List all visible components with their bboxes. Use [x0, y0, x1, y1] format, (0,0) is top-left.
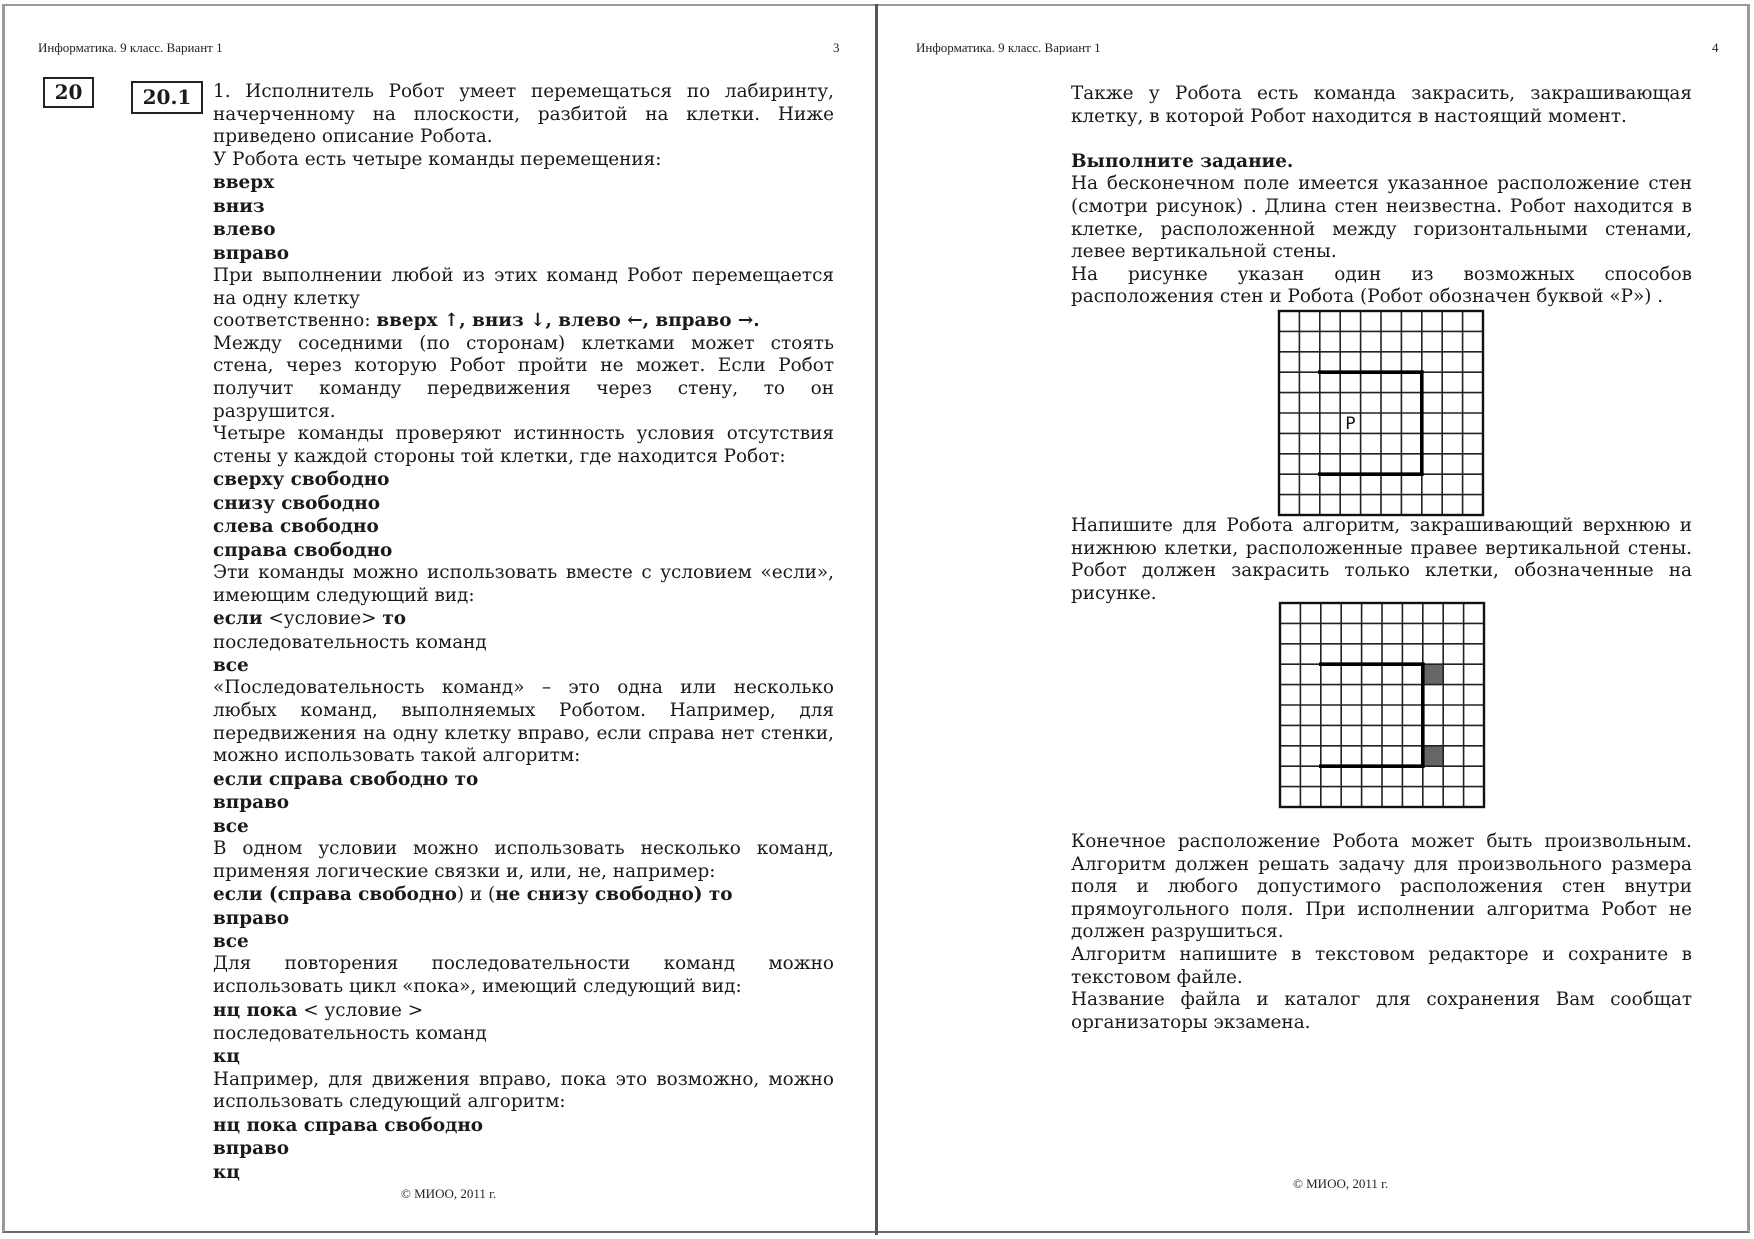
- figure-target-cells: [1278, 601, 1486, 809]
- task-description-3: Напишите для Робота алгоритм, закрашивающий верхнюю и нижнюю клетки, расположенные правее вертикальной стены. Робот должен закрасить только клетки, обозначенные на рисунке.: [1071, 515, 1692, 604]
- subtask-number-box: 20.1: [131, 81, 203, 114]
- example-while-line-1: нц пока справа свободно: [213, 1114, 484, 1136]
- shaded-cell: [1423, 664, 1443, 684]
- page-number: 4: [1712, 40, 1719, 55]
- figure-initial-position: [1277, 309, 1485, 517]
- task-description-1: На бесконечном поле имеется указанное расположение стен (смотри рисунок) . Длина стен неизвестна. Робот находится в клетке, расположенной между горизонтальными стенами, левее вертикальной стены.: [1071, 173, 1692, 263]
- move-description: При выполнении любой из этих команд Робот перемещается на одну клетку: [213, 265, 834, 309]
- command-down: вниз: [213, 195, 265, 217]
- if-syntax-end: все: [213, 654, 249, 676]
- while-syntax-line: [213, 999, 834, 1022]
- move-directions-arrows: вверх ↑, вниз ↓, влево ←, вправо →.: [376, 310, 760, 332]
- maze-grid-target: [1278, 601, 1486, 809]
- move-directions-prefix: соответственно:: [213, 310, 377, 332]
- task-text-goal: [1071, 515, 1692, 605]
- logic-connector: ) и (: [456, 884, 496, 906]
- final-description-1: Конечное расположение Робота может быть произвольным. Алгоритм должен решать задачу для произвольного размера поля и любого допустимого расположения стен внутри прямоугольного поля. При исполнении алгоритма Робот не должен разрушиться.: [1071, 831, 1692, 943]
- sequence-description: «Последовательность команд» – это одна или несколько любых команд, выполняемых Роботом. Например, для передвижения на одну клетку вправо, если справа нет стенки, можно использовать такой алгоритм:: [213, 677, 834, 767]
- running-head: Информатика. 9 класс. Вариант 1: [916, 40, 1101, 55]
- page-3: [0, 0, 875, 1239]
- command-left: влево: [213, 219, 276, 241]
- intro-paragraph: 1. Исполнитель Робот умеет перемещаться по лабиринту, начерченному на плоскости, разбитой на клетки. Ниже приведено описание Робота.: [213, 81, 834, 148]
- while-syntax-body: последовательность команд: [213, 1022, 487, 1044]
- example-logic-line-1: [213, 883, 834, 906]
- wall-description: Между соседними (по сторонам) клетками может стоять стена, через которую Робот пройти не может. Если Робот получит команду передвижения через стену, то он разрушится.: [213, 332, 834, 422]
- running-head: Информатика. 9 класс. Вариант 1: [38, 40, 223, 55]
- task-heading: Выполните задание.: [1071, 151, 1294, 172]
- logic-part-2: не снизу свободно) то: [495, 884, 733, 906]
- shaded-cell: [1423, 746, 1443, 766]
- task-text-column: [213, 81, 834, 1184]
- task-description-2: На рисунке указан один из возможных способов расположения стен и Робота (Робот обозначен буквой «Р») .: [1071, 263, 1692, 308]
- kw-then: то: [382, 608, 407, 630]
- example-while-line-2: вправо: [213, 1138, 290, 1160]
- example-if-line-1: если справа свободно то: [213, 768, 479, 790]
- if-condition: <условие>: [262, 608, 383, 630]
- check-up: сверху свободно: [213, 469, 390, 491]
- kw-while: нц пока: [213, 999, 298, 1021]
- task-text-final: [1071, 831, 1692, 1034]
- if-syntax-body: последовательность команд: [213, 631, 487, 653]
- maze-grid-initial: [1277, 309, 1485, 517]
- logic-part-1: если (справа свободно: [213, 884, 457, 906]
- while-syntax-end: кц: [213, 1046, 240, 1068]
- if-description: Эти команды можно использовать вместе с условием «если», имеющим следующий вид:: [213, 561, 834, 606]
- page-number: 3: [833, 40, 840, 55]
- task-text-statement: [1071, 150, 1692, 309]
- example-if-line-2: вправо: [213, 792, 290, 814]
- task-number-box: 20: [43, 77, 94, 108]
- while-description: Для повторения последовательности команд можно использовать цикл «пока», имеющий следующий вид:: [213, 953, 834, 997]
- page-footer: © МИОО, 2011 г.: [1293, 1176, 1389, 1191]
- final-description-2: Алгоритм напишите в текстовом редакторе и сохраните в текстовом файле.: [1071, 943, 1692, 988]
- while-example-description: Например, для движения вправо, пока это возможно, можно использовать следующий алгоритм:: [213, 1068, 834, 1113]
- check-left: слева свободно: [213, 516, 379, 538]
- task-text-top: [1071, 83, 1692, 128]
- command-right: вправо: [213, 242, 290, 264]
- robot-marker: Р: [1345, 413, 1356, 434]
- example-logic-line-3: все: [213, 930, 249, 952]
- while-condition: < условие >: [297, 999, 424, 1021]
- page-footer: © МИОО, 2011 г.: [401, 1186, 497, 1201]
- example-logic-line-2: вправо: [213, 907, 290, 929]
- check-right: справа свободно: [213, 539, 393, 561]
- if-syntax-line: [213, 607, 834, 630]
- command-up: вверх: [213, 172, 275, 194]
- kw-if: если: [213, 608, 263, 630]
- move-directions: [213, 310, 834, 333]
- commands-intro: У Робота есть четыре команды перемещения:: [213, 148, 662, 170]
- page-4: [878, 0, 1754, 1239]
- final-description-3: Название файла и каталог для сохранения Вам сообщат организаторы экзамена.: [1071, 989, 1692, 1033]
- check-down: снизу свободно: [213, 492, 380, 514]
- example-if-line-3: все: [213, 815, 249, 837]
- example-while-line-3: кц: [213, 1161, 240, 1183]
- check-description: Четыре команды проверяют истинность условия отсутствия стены у каждой стороны той клетки, где находится Робот:: [213, 423, 834, 467]
- logic-description: В одном условии можно использовать несколько команд, применяя логические связки и, или, не, например:: [213, 837, 834, 882]
- paint-command-description: Также у Робота есть команда закрасить, закрашивающая клетку, в которой Робот находится в настоящий момент.: [1071, 83, 1692, 127]
